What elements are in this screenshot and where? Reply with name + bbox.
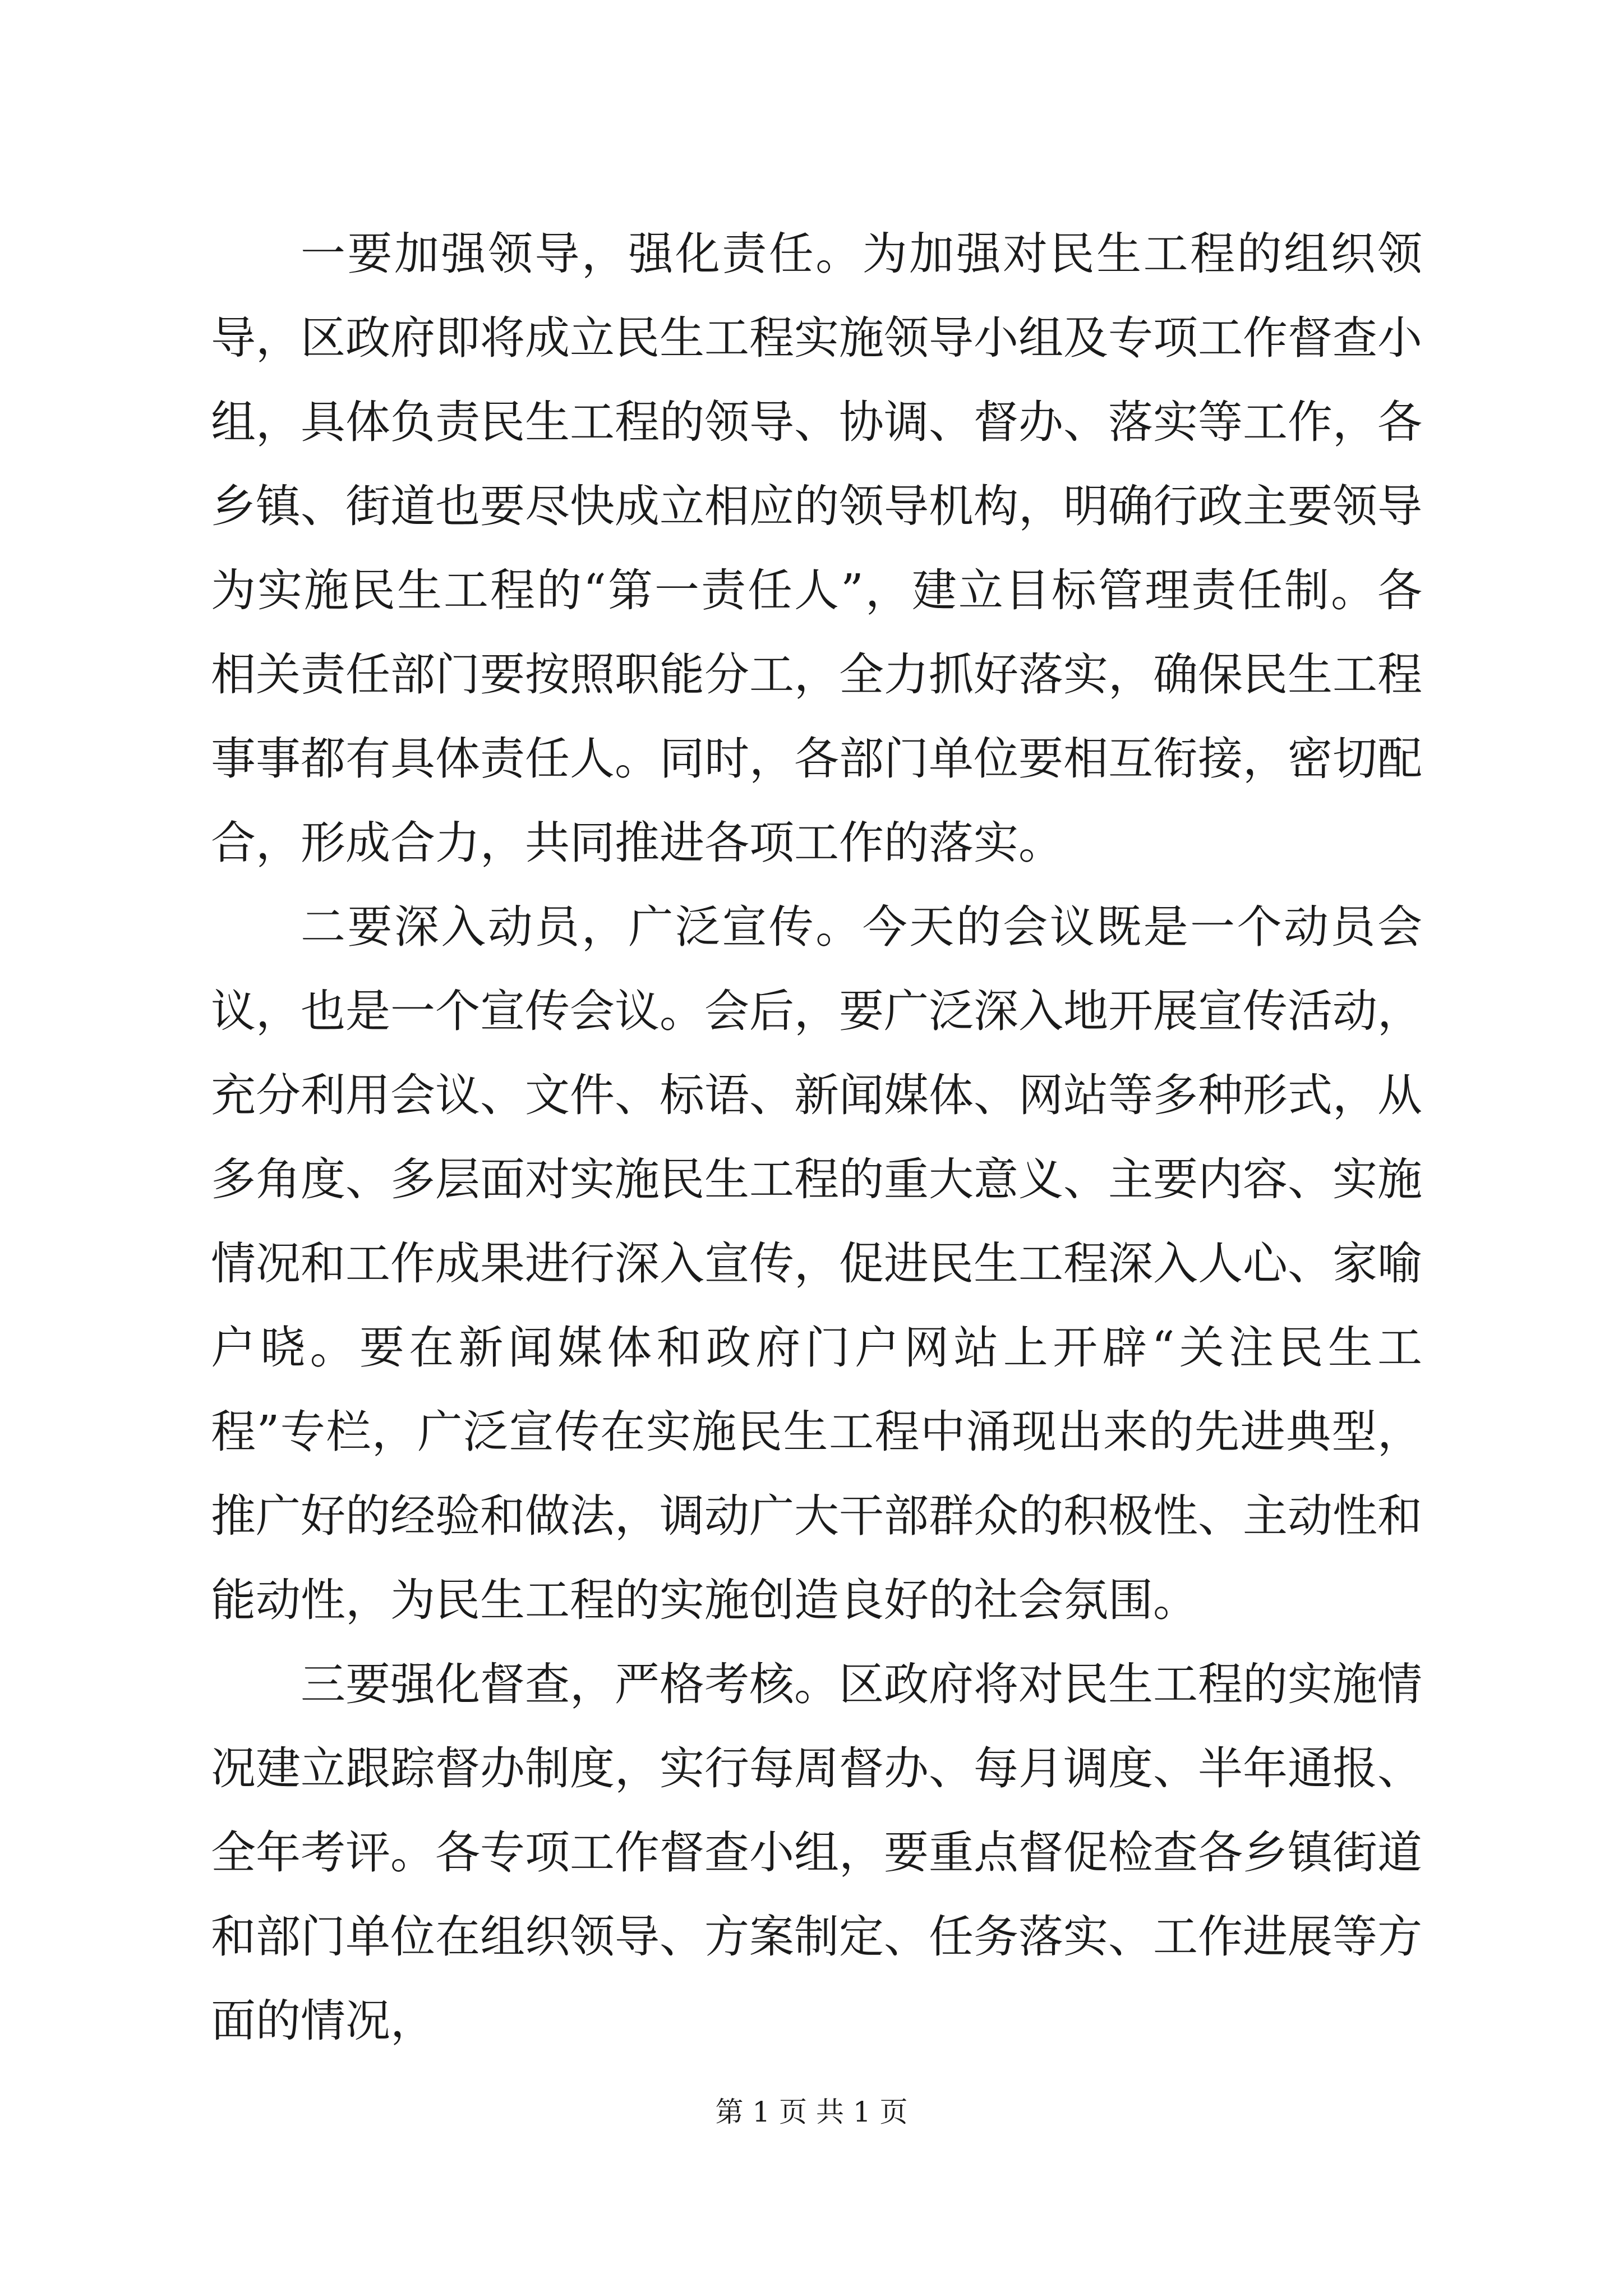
document-body [211, 212, 1422, 2063]
paragraph-leadership: 一要加强领导，强化责任。为加强对民生工程的组织领导，区政府即将成立民生工程实施领导小组及专项工作督查小组，具体负责民生工程的领导、协调、督办、落实等工作，各乡镇、街道也要尽快成立相应的领导机构，明确行政主要领导为实施民生工程的“第一责任人”，建立目标管理责任制。各相关责任部门要按照职能分工，全力抓好落实，确保民生工程事事都有具体责任人。同时，各部门单位要相互衔接，密切配合，形成合力，共同推进各项工作的落实。 [211, 228, 1422, 869]
paragraph-publicity: 二要深入动员，广泛宣传。今天的会议既是一个动员会议，也是一个宣传会议。会后，要广泛深入地开展宣传活动，充分利用会议、文件、标语、新闻媒体、网站等多种形式，从多角度、多层面对实施民生工程的重大意义、主要内容、实施情况和工作成果进行深入宣传，促进民生工程深入人心、家喻户晓。要在新闻媒体和政府门户网站上开辟“关注民生工程”专栏，广泛宣传在实施民生工程中涌现出来的先进典型，推广好的经验和做法，调动广大干部群众的积极性、主动性和能动性，为民生工程的实施创造良好的社会氛围。 [211, 901, 1422, 1626]
page-footer: 第 1 页 共 1 页 [715, 2096, 908, 2128]
paragraph-supervision: 三要强化督查，严格考核。区政府将对民生工程的实施情况建立跟踪督办制度，实行每周督办、每月调度、半年通报、全年考评。各专项工作督查小组，要重点督促检查各乡镇街道和部门单位在组织领导、方案制定、任务落实、工作进展等方面的情况， [211, 1658, 1422, 2047]
